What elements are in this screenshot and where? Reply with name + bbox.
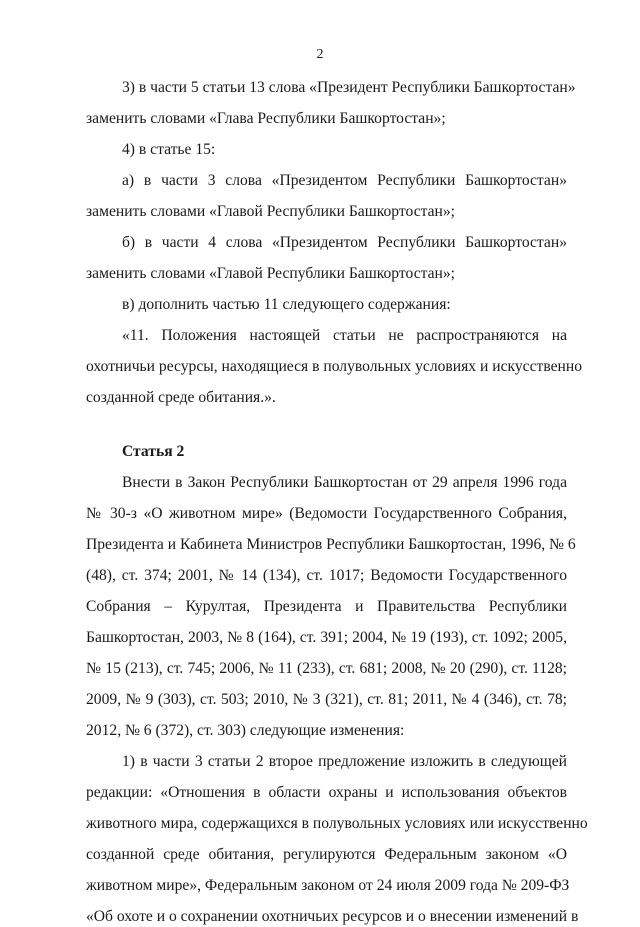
text-line: 2009, № 9 (303), ст. 503; 2010, № 3 (321), ст. 81; 2011, № 4 (346), ст. 78; [86, 691, 567, 708]
page-number: 2 [316, 47, 324, 62]
article-heading: Статья 2 [122, 443, 185, 460]
text-line: (48), ст. 374; 2001, № 14 (134), ст. 1017; Ведомости Государственного [86, 567, 567, 584]
text-line: 3) в части 5 статьи 13 слова «Президент Республики Башкортостан» [122, 79, 576, 96]
text-line: Башкортостан, 2003, № 8 (164), ст. 391; 2004, № 19 (193), ст. 1092; 2005, [86, 629, 567, 646]
text-line: «11. Положения настоящей статьи не распространяются на [122, 327, 567, 344]
text-line: заменить словами «Глава Республики Башкортостан»; [86, 110, 446, 127]
text-line: а) в части 3 слова «Президентом Республики Башкортостан» [122, 172, 567, 189]
text-line: животного мира, содержащихся в полувольных условиях или искусственно [86, 815, 588, 832]
text-line: заменить словами «Главой Республики Башкортостан»; [86, 203, 456, 220]
text-line: 1) в части 3 статьи 2 второе предложение изложить в следующей [122, 753, 567, 770]
text-line: Президента и Кабинета Министров Республики Башкортостан, 1996, № 6 [86, 536, 576, 553]
text-line: 4) в статье 15: [122, 141, 216, 158]
text-line: Собрания – Курултая, Президента и Правительства Республики [86, 598, 567, 615]
text-line: редакции: «Отношения в области охраны и использования объектов [86, 784, 567, 801]
text-line: животном мире», Федеральным законом от 24 июля 2009 года № 209-ФЗ [86, 877, 570, 894]
text-line: созданной среде обитания.». [86, 389, 276, 406]
text-line: созданной среде обитания, регулируются Федеральным законом «О [86, 846, 567, 863]
text-line: № 30-з «О животном мире» (Ведомости Государственного Собрания, [86, 505, 567, 522]
text-line: 2012, № 6 (372), ст. 303) следующие изменения: [86, 722, 405, 739]
text-line: Внести в Закон Республики Башкортостан от 29 апреля 1996 года [122, 474, 567, 491]
text-line: «Об охоте и о сохранении охотничьих ресурсов и о внесении изменений в [86, 908, 579, 925]
text-line: заменить словами «Главой Республики Башкортостан»; [86, 265, 456, 282]
text-line: в) дополнить частью 11 следующего содержания: [122, 296, 451, 313]
text-line: охотничьи ресурсы, находящиеся в полувольных условиях и искусственно [86, 358, 582, 375]
text-line: б) в части 4 слова «Президентом Республики Башкортостан» [122, 234, 567, 251]
text-line: № 15 (213), ст. 745; 2006, № 11 (233), ст. 681; 2008, № 20 (290), ст. 1128; [86, 660, 567, 677]
